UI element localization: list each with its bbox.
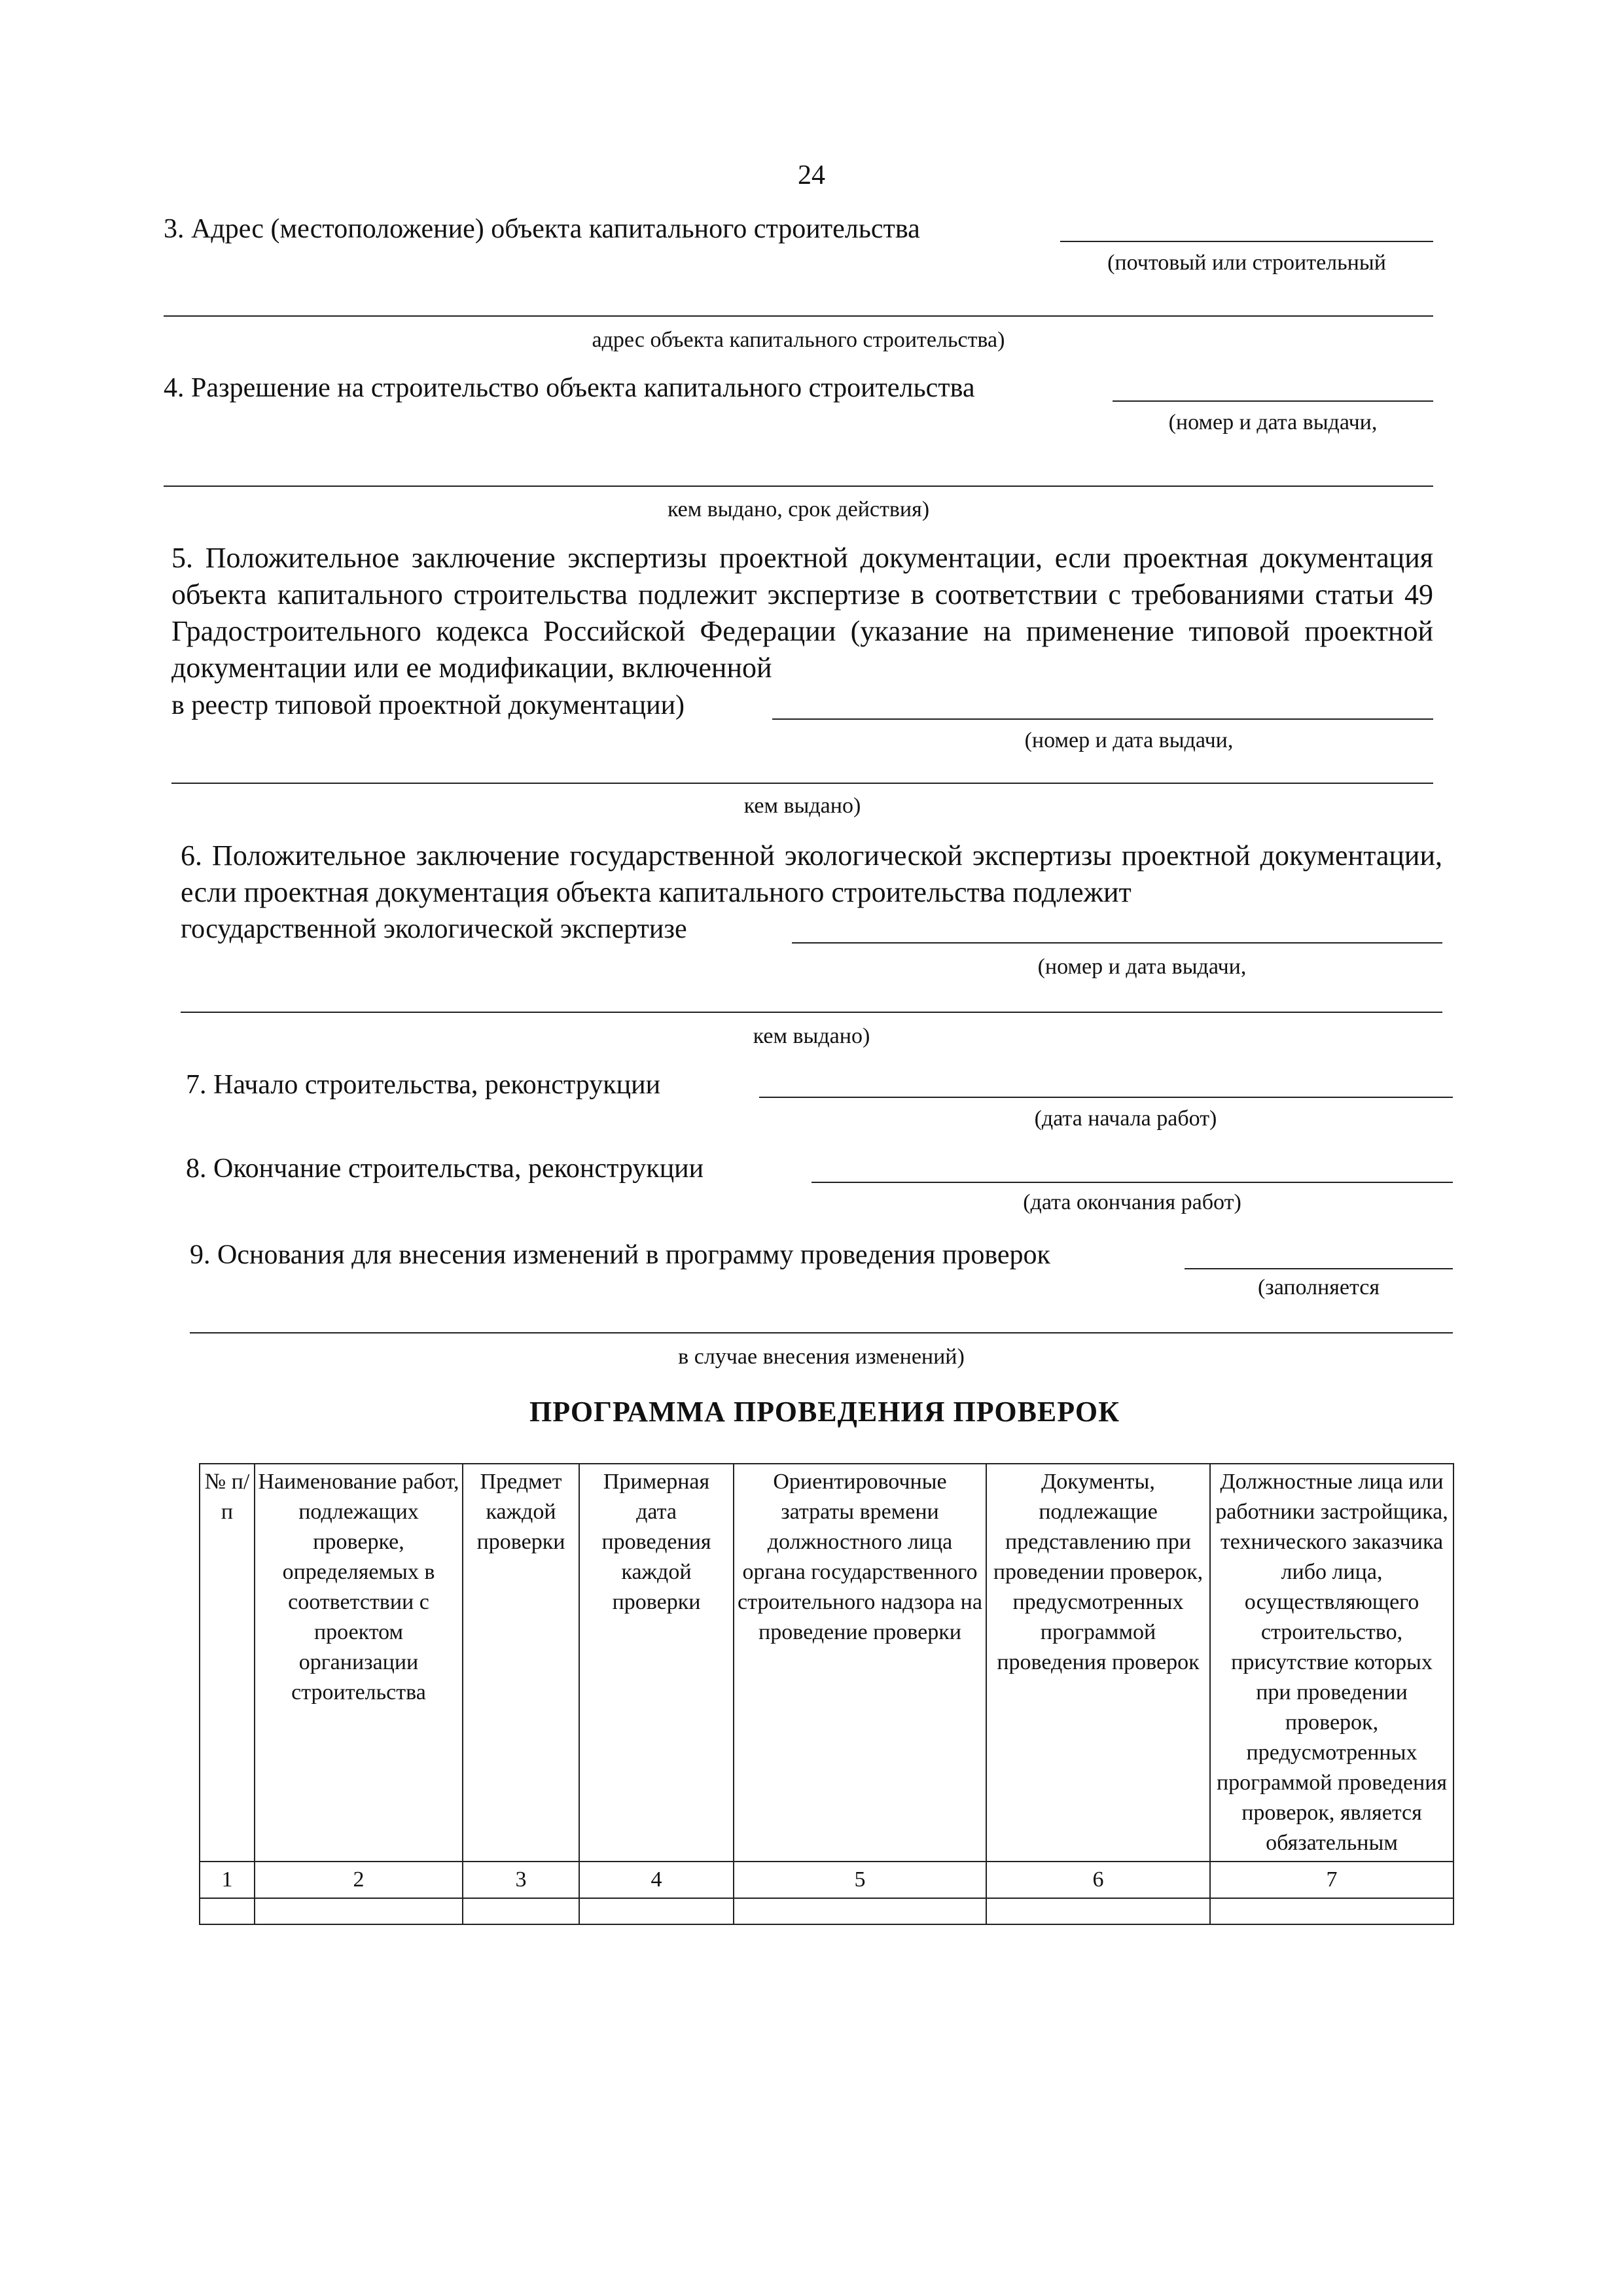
header-cell-time: Ориентировочные затраты времени должностного лица органа государственного строительного надзора на проведение проверки (734, 1464, 986, 1862)
item7-label: 7. Начало строительства, реконструкции (186, 1070, 661, 1100)
item3-fill-line2 (164, 315, 1433, 317)
item8-caption: (дата окончания работ) (1023, 1190, 1241, 1214)
item9-caption1: (заполняется (1257, 1275, 1380, 1299)
column-number: 5 (734, 1862, 986, 1898)
column-number: 2 (255, 1862, 463, 1898)
item6-last-line: государственной экологической экспертизе (181, 914, 687, 944)
header-cell-number: № п/п (200, 1464, 255, 1862)
table-header-row (200, 1464, 1454, 1862)
table-number-row (200, 1862, 1454, 1898)
column-number: 1 (200, 1862, 255, 1898)
item4-caption2: кем выдано, срок действия) (667, 497, 930, 521)
header-cell-documents: Документы, подлежащие представлению при проведении проверок, предусмотренных программой проведения проверок (986, 1464, 1210, 1862)
table-cell (463, 1898, 579, 1924)
item9-fill-line2 (190, 1332, 1453, 1333)
item3-caption2: адрес объекта капитального строительства) (592, 328, 1005, 352)
item9-label: 9. Основания для внесения изменений в программу проведения проверок (190, 1240, 1050, 1270)
item8-label: 8. Окончание строительства, реконструкции (186, 1154, 704, 1184)
item8-fill-line (812, 1182, 1453, 1183)
program-title: ПРОГРАММА ПРОВЕДЕНИЯ ПРОВЕРОК (529, 1396, 1120, 1428)
column-number: 3 (463, 1862, 579, 1898)
item3-fill-line (1060, 241, 1433, 242)
item3-label: 3. Адрес (местоположение) объекта капитального строительства (164, 214, 920, 244)
item5-caption2: кем выдано) (743, 794, 861, 818)
item4-label: 4. Разрешение на строительство объекта капитального строительства (164, 373, 975, 403)
column-number: 6 (986, 1862, 1210, 1898)
item6-caption2: кем выдано) (753, 1024, 870, 1048)
column-number: 7 (1210, 1862, 1454, 1898)
header-cell-works: Наименование работ, подлежащих проверке, определяемых в соответствии с проектом организации строительства (255, 1464, 463, 1862)
item4-caption1: (номер и дата выдачи, (1168, 410, 1378, 434)
table-cell (255, 1898, 463, 1924)
table-cell (200, 1898, 255, 1924)
item6-caption1: (номер и дата выдачи, (1037, 955, 1247, 979)
page-number: 24 (798, 160, 825, 190)
item6-text: 6. Положительное заключение государственной экологической экспертизы проектной документации, если проектная документация объекта капитального строительства подлежит (181, 839, 1442, 908)
item7-caption: (дата начала работ) (1034, 1106, 1217, 1131)
column-number: 4 (579, 1862, 734, 1898)
item4-fill-line2 (164, 486, 1433, 487)
table-cell (1210, 1898, 1454, 1924)
item5-last-line: в реестр типовой проектной документации) (171, 690, 685, 720)
item5-fill-line2 (171, 783, 1433, 784)
item5-text: 5. Положительное заключение экспертизы проектной документации, если проектная документация объекта капитального строительства подлежит экспертизе в соответствии с требованиями статьи 49 Градостроительного кодекса Российской Федерации (указание на применение типовой проектной документации или ее модификации, включенной (171, 542, 1433, 684)
table-cell (579, 1898, 734, 1924)
header-cell-officials: Должностные лица или работники застройщика, технического заказчика либо лица, осуществляющего строительство, присутствие которых при проведении проверок, предусмотренных программой проведения проверок, является обязательным (1210, 1464, 1454, 1862)
table-empty-row (200, 1898, 1454, 1924)
item4-fill-line (1113, 400, 1433, 402)
header-cell-date: Примерная дата проведения каждой проверки (579, 1464, 734, 1862)
item3-caption1: (почтовый или строительный (1107, 251, 1386, 275)
item9-fill-line (1185, 1268, 1453, 1269)
item5-fill-line (772, 718, 1433, 720)
item6-fill-line (792, 942, 1442, 944)
item5-caption1: (номер и дата выдачи, (1024, 728, 1234, 752)
item9-caption2: в случае внесения изменений) (678, 1345, 965, 1369)
item6-fill-line2 (181, 1012, 1442, 1013)
table-cell (986, 1898, 1210, 1924)
item7-fill-line (759, 1097, 1453, 1098)
program-table (199, 1463, 1454, 1925)
header-cell-subject: Предмет каждой проверки (463, 1464, 579, 1862)
table-cell (734, 1898, 986, 1924)
